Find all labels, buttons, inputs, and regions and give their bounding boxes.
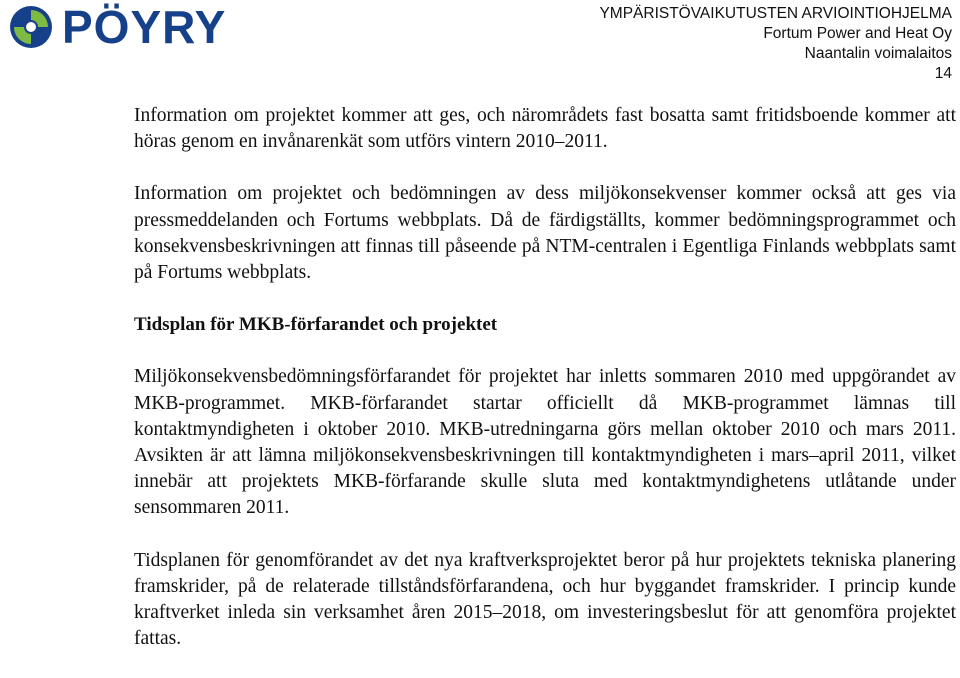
logo-wordmark: PÖYRY xyxy=(62,1,227,53)
page-number: 14 xyxy=(934,65,952,82)
header-company: Fortum Power and Heat Oy xyxy=(763,25,952,42)
document-body xyxy=(134,103,956,678)
section-heading: Tidsplan för MKB-förfarandet och projektet xyxy=(134,314,498,336)
header-program-title: YMPÄRISTÖVAIKUTUSTEN ARVIOINTIOHJELMA xyxy=(599,5,952,22)
poyry-logo-icon xyxy=(8,4,54,50)
company-logo xyxy=(8,1,227,53)
paragraph-2: Information om projektet och bedömningen av dess miljökonsekvenser kommer också att ges via pressmeddelanden och Fortums webbplats. Då de färdigställts, kommer bedömningsprogrammet och konsekvensbeskrivningen att finnas till påseende på NTM-centralen i Egentliga Finlands webbplats samt på Fortums webbplats. xyxy=(134,183,956,284)
paragraph-4: Tidsplanen för genomförandet av det nya kraftverksprojektet beror på hur projektets tekniska planering framskrider, på de relaterade tillståndsförfarandena, och hur byggandet framskrider. I princip kunde kraftverket inleda sin verksamhet åren 2015–2018, om investeringsbeslut för att genomföra projektet fattas. xyxy=(134,549,956,650)
header-site: Naantalin voimalaitos xyxy=(804,45,952,62)
paragraph-1: Information om projektet kommer att ges, och närområdets fast bosatta samt fritidsboende kommer att höras genom en invånarenkät som utförs vintern 2010–2011. xyxy=(134,105,956,153)
paragraph-3: Miljökonsekvensbedömningsförfarandet för projektet har inletts sommaren 2010 med uppgörandet av MKB-programmet. MKB-förfarandet startar officiellt då MKB-programmet lämnas till kontaktmyndigheten i oktober 2010. MKB-utredningarna görs mellan oktober 2010 och mars 2011. Avsikten är att lämna miljökonsekvensbeskrivningen till kontaktmyndigheten i mars–april 2011, vilket innebär att projektets MKB-förfarande skulle sluta med kontaktmyndighetens utlåtande under sensommaren 2011. xyxy=(134,366,956,519)
document-header xyxy=(599,4,952,84)
